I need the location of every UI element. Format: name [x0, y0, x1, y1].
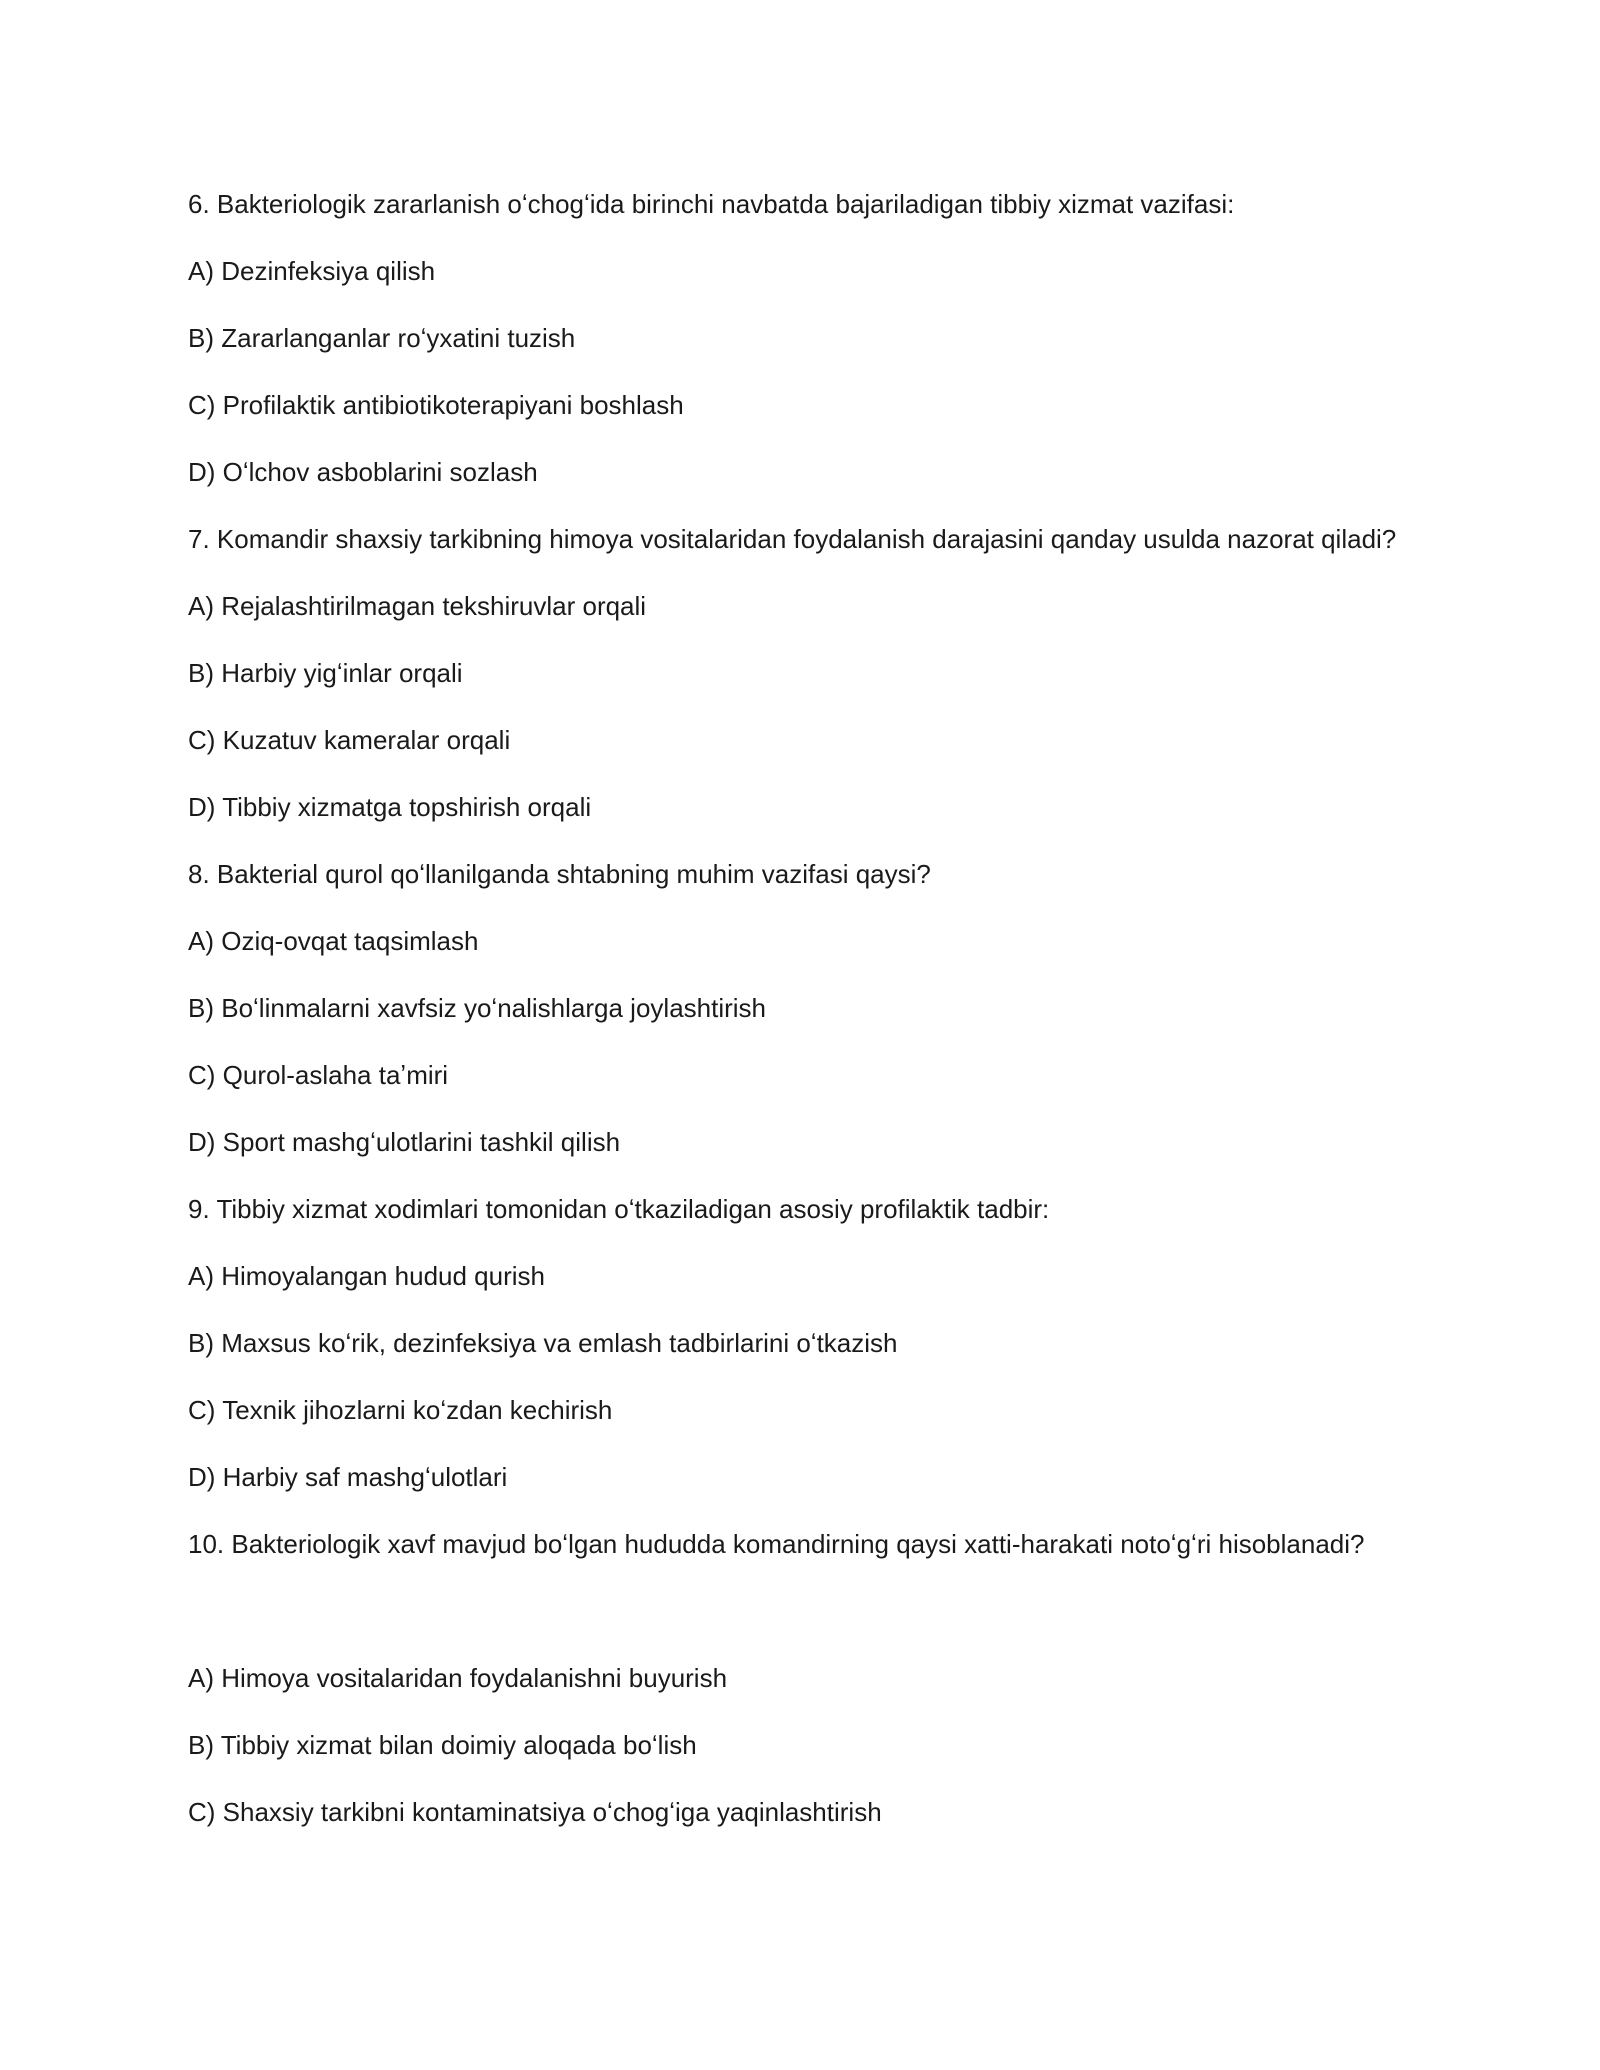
question-text: 6. Bakteriologik zararlanish oʻchogʻida birinchi navbatda bajariladigan tibbiy xizmat vazifasi: — [188, 189, 1235, 219]
answer-option: C) Qurol-aslaha taʼmiri — [188, 1060, 449, 1090]
question-7 — [188, 521, 1448, 825]
question-8 — [188, 856, 1448, 1160]
answer-option: D) Tibbiy xizmatga topshirish orqali — [188, 792, 592, 822]
answer-option: C) Texnik jihozlarni koʻzdan kechirish — [188, 1395, 613, 1425]
answer-option: A) Rejalashtirilmagan tekshiruvlar orqali — [188, 591, 647, 621]
answer-option: C) Shaxsiy tarkibni kontaminatsiya oʻchogʻiga yaqinlashtirish — [188, 1797, 882, 1827]
answer-option: A) Himoya vositalaridan foydalanishni buyurish — [188, 1663, 728, 1693]
question-6 — [188, 186, 1448, 490]
answer-option: B) Maxsus koʻrik, dezinfeksiya va emlash tadbirlarini oʻtkazish — [188, 1328, 898, 1358]
answer-option: A) Himoyalangan hudud qurish — [188, 1261, 545, 1291]
question-9 — [188, 1191, 1448, 1495]
question-10 — [188, 1526, 1448, 1830]
answer-option: B) Harbiy yigʻinlar orqali — [188, 658, 463, 688]
answer-option: B) Boʻlinmalarni xavfsiz yoʻnalishlarga joylashtirish — [188, 993, 767, 1023]
answer-option: C) Kuzatuv kameralar orqali — [188, 725, 511, 755]
answer-option: A) Oziq-ovqat taqsimlash — [188, 926, 479, 956]
question-text: 8. Bakterial qurol qoʻllanilganda shtabning muhim vazifasi qaysi? — [188, 859, 931, 889]
answer-option: C) Profilaktik antibiotikoterapiyani boshlash — [188, 390, 684, 420]
answer-option: D) Sport mashgʻulotlarini tashkil qilish — [188, 1127, 621, 1157]
question-list — [188, 186, 1448, 1861]
answer-option: D) Harbiy saf mashgʻulotlari — [188, 1462, 508, 1492]
answer-option: A) Dezinfeksiya qilish — [188, 256, 436, 286]
question-text: 9. Tibbiy xizmat xodimlari tomonidan oʻtkaziladigan asosiy profilaktik tadbir: — [188, 1194, 1050, 1224]
question-text: 10. Bakteriologik xavf mavjud boʻlgan hududda komandirning qaysi xatti-harakati notoʻgʻri hisoblanadi? — [188, 1529, 1365, 1559]
answer-option: B) Tibbiy xizmat bilan doimiy aloqada boʻlish — [188, 1730, 697, 1760]
question-text: 7. Komandir shaxsiy tarkibning himoya vositalaridan foydalanish darajasini qanday usulda nazorat qiladi? — [188, 524, 1397, 554]
answer-option: B) Zararlanganlar roʻyxatini tuzish — [188, 323, 576, 353]
answer-option: D) Oʻlchov asboblarini sozlash — [188, 457, 538, 487]
